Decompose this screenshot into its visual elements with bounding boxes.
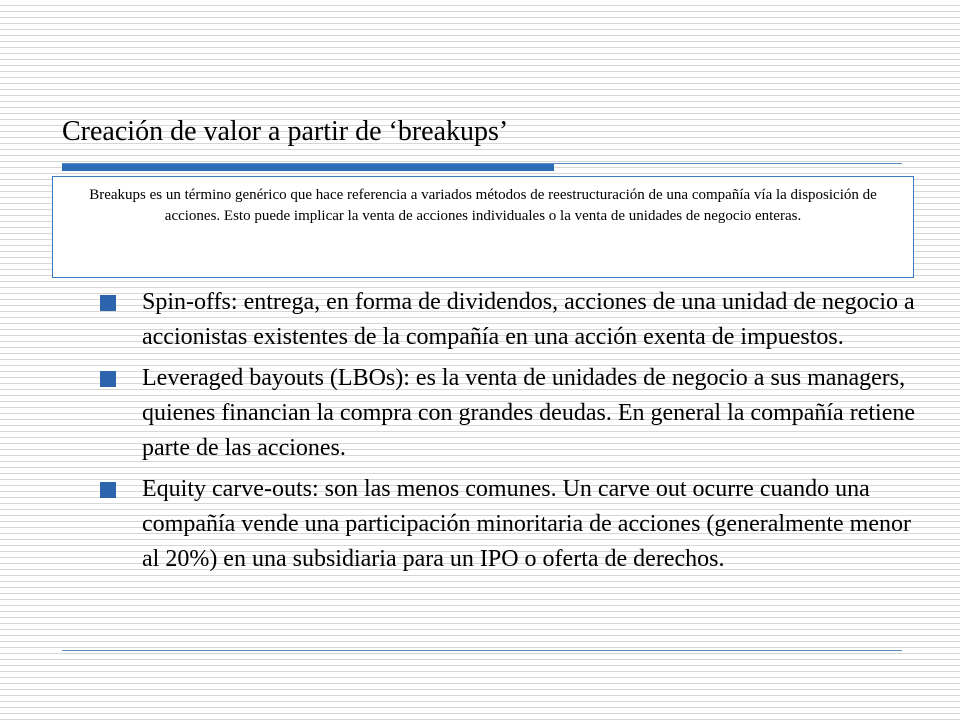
bullet-item-spin-offs <box>100 285 930 355</box>
square-bullet-icon <box>100 295 116 311</box>
slide-title: Creación de valor a partir de ‘breakups’ <box>62 116 509 147</box>
bullet-list <box>100 285 930 583</box>
title-accent-bar <box>62 164 554 171</box>
square-bullet-icon <box>100 482 116 498</box>
intro-text-box <box>52 176 914 278</box>
bottom-divider <box>62 650 902 651</box>
square-bullet-icon <box>100 371 116 387</box>
bullet-text: Leveraged bayouts (LBOs): es la venta de unidades de negocio a sus managers, quienes financian la compra con grandes deudas. En general la compañía retiene parte de las acciones. <box>142 365 915 461</box>
bullet-text: Spin-offs: entrega, en forma de dividendos, acciones de una unidad de negocio a accionistas existentes de la compañía en una acción exenta de impuestos. <box>142 289 915 350</box>
intro-text: Breakups es un término genérico que hace referencia a variados métodos de reestructuración de una compañía vía la disposición de acciones. Esto puede implicar la venta de acciones individuales o la venta de unidades de negocio enteras. <box>89 187 877 224</box>
bullet-item-lbos <box>100 361 930 466</box>
bullet-item-equity-carve-outs <box>100 472 930 577</box>
bullet-text: Equity carve-outs: son las menos comunes. Un carve out ocurre cuando una compañía vende una participación minoritaria de acciones (generalmente menor al 20%) en una subsidiaria para un IPO o oferta de derechos. <box>142 476 911 572</box>
